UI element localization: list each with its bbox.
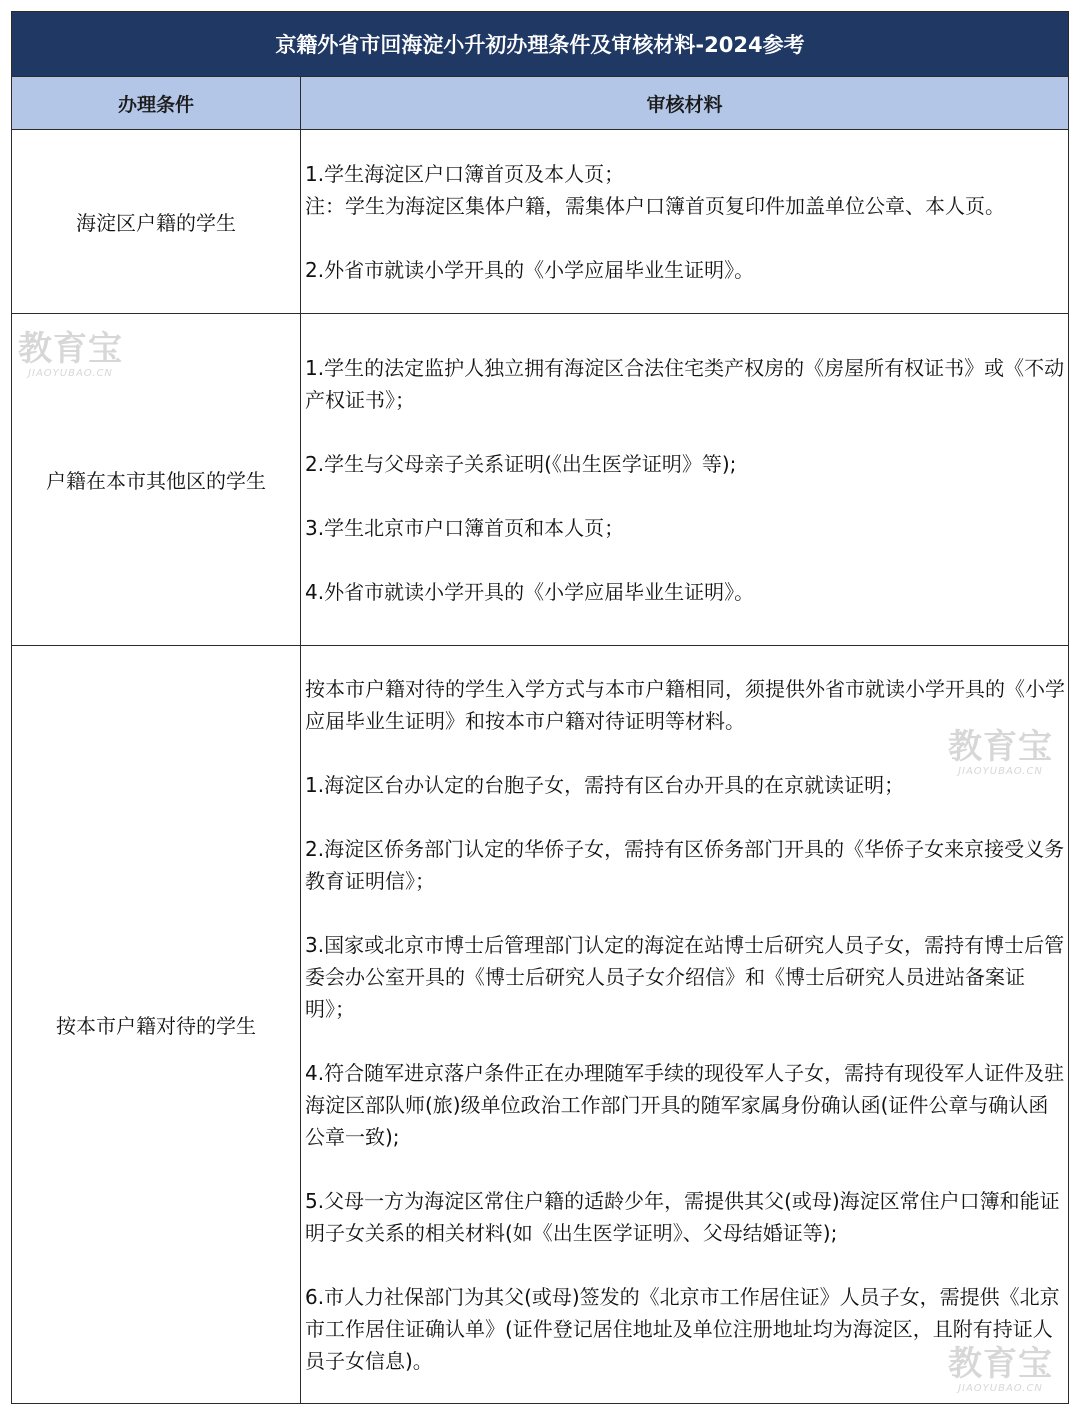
- material-item: 2.学生与父母亲子关系证明(《出生医学证明》等);: [305, 451, 737, 476]
- material-item: 3.学生北京市户口簿首页和本人页；: [305, 515, 625, 540]
- material-item: 6.市人力社保部门为其父(或母)签发的《北京市工作居住证》人员子女，需提供《北京市工作居住证确认单》(证件登记居住地址及单位注册地址均为海淀区，且附有持证人员子女信息)。: [305, 1284, 1060, 1373]
- material-item: 1.学生的法定监护人独立拥有海淀区合法住宅类产权房的《房屋所有权证书》或《不动产权证书》；: [305, 355, 1065, 412]
- header-condition: 办理条件: [12, 77, 301, 129]
- material-intro: 按本市户籍对待的学生入学方式与本市户籍相同，须提供外省市就读小学开具的《小学应届毕业生证明》和按本市户籍对待证明等材料。: [305, 676, 1065, 733]
- material-item: 2.外省市就读小学开具的《小学应届毕业生证明》。: [305, 257, 755, 282]
- watermark-logo: 教育宝 JIAOYUBAO.CN: [948, 727, 1053, 777]
- materials-cell: [305, 130, 1065, 313]
- material-item: 3.国家或北京市博士后管理部门认定的海淀在站博士后研究人员子女，需持有博士后管委会办公室开具的《博士后研究人员子女介绍信》和《博士后研究人员进站备案证明》；: [305, 932, 1065, 1021]
- condition-cell: 海淀区户籍的学生: [12, 130, 301, 313]
- material-item: 4.外省市就读小学开具的《小学应届毕业生证明》。: [305, 579, 755, 604]
- table-title: 京籍外省市回海淀小升初办理条件及审核材料-2024参考: [12, 12, 1068, 76]
- watermark-logo: 教育宝 JIAOYUBAO.CN: [948, 1344, 1053, 1394]
- materials-cell: [305, 646, 1065, 1403]
- policy-table: [11, 11, 1069, 1404]
- condition-cell: 户籍在本市其他区的学生: [12, 314, 301, 645]
- table-row: [12, 646, 1068, 1403]
- material-note: 注：学生为海淀区集体户籍，需集体户口簿首页复印件加盖单位公章、本人页。: [305, 193, 1005, 218]
- material-item: 4.符合随军进京落户条件正在办理随军手续的现役军人子女，需持有现役军人证件及驻海淀区部队师(旅)级单位政治工作部门开具的随军家属身份确认函(证件公章与确认函公章一致);: [305, 1060, 1065, 1149]
- table-header-row: [12, 76, 1068, 130]
- material-item: 1.学生海淀区户口簿首页及本人页；: [305, 161, 625, 186]
- material-item: 1.海淀区台办认定的台胞子女，需持有区台办开具的在京就读证明；: [305, 772, 905, 797]
- material-item: 5.父母一方为海淀区常住户籍的适龄少年，需提供其父(或母)海淀区常住户口簿和能证明子女关系的相关材料(如《出生医学证明》、父母结婚证等);: [305, 1188, 1060, 1245]
- table-row: [12, 130, 1068, 314]
- materials-cell: [305, 314, 1065, 645]
- header-materials: 审核材料: [646, 93, 723, 116]
- table-row: [12, 314, 1068, 646]
- material-item: 2.海淀区侨务部门认定的华侨子女，需持有区侨务部门开具的《华侨子女来京接受义务教育证明信》；: [305, 836, 1065, 893]
- condition-cell: 按本市户籍对待的学生: [12, 646, 301, 1403]
- watermark-logo: 教育宝 JIAOYUBAO.CN: [18, 329, 123, 379]
